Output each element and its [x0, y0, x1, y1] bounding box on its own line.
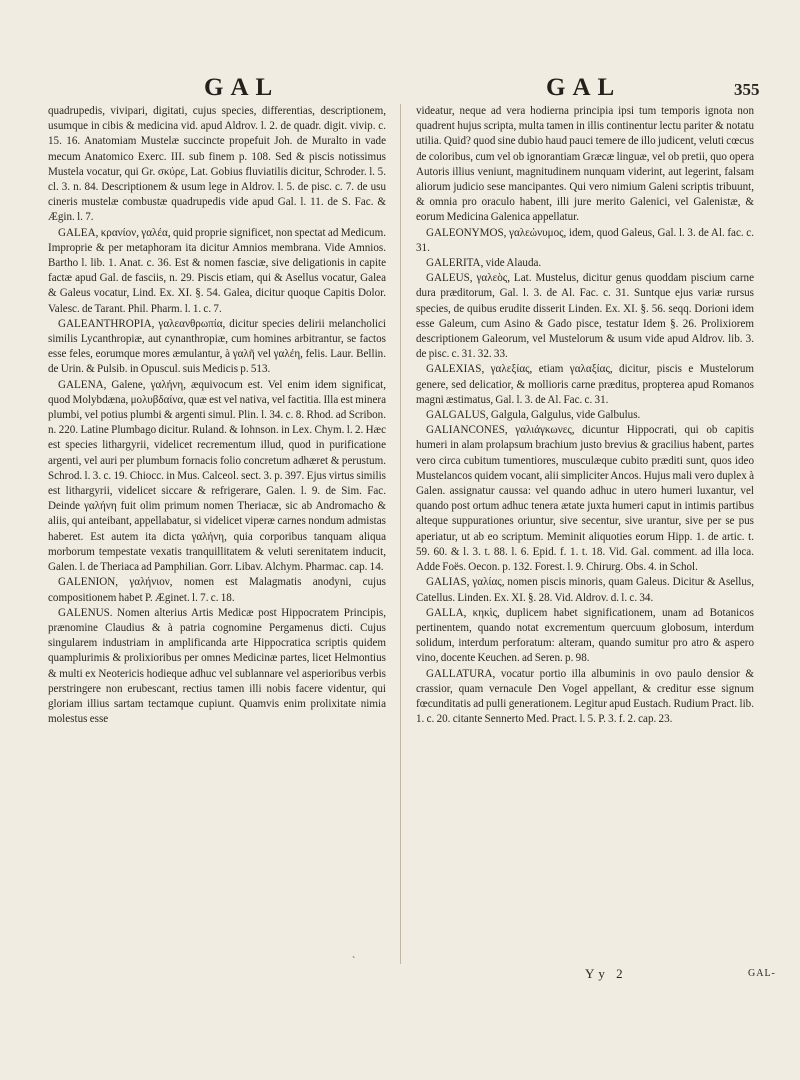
paragraph: GALIAS, γαλίας, nomen piscis minoris, quam Galeus. Dicitur & Asellus, Catellus. Linden. Ex. XI. §. 28. Vid. Aldrov. d. l. c. 34. [416, 576, 754, 604]
paragraph: GALENUS. Nomen alterius Artis Medicæ post Hippocratem Principis, prænomine Claudius & à patria cognomine Pergamenus dicti. Cujus singularem industriam in amplificanda arte Hippocratica scriptis quidem quamplurimis & prolixioribus per omnes Medicinæ partes, licet Helmontius & multi ex Neotericis hodieque adhuc vel sublannare vel asperioribus verbis perstringere non erubescant, rectius tamen illi nobis facere videntur, qui gloriam illius sartam tectamque cupiunt. Quamvis enim prolixitate nimia molestus esse [48, 606, 386, 726]
catchword: GAL- [748, 968, 776, 979]
paragraph: GALIANCONES, γαλιάγκωνες, dicuntur Hippocrati, qui ob capitis humeri in alam prolapsum brachium justo brevius & gracilius habent, partes vero circa cubitum tumentiores, musculæque cubito præditi sunt, quos ideo Mustelancos quidem vocant, alii simpliciter Ancos. Hujus mali vero duplex à Galen. assignatur caussa: vel quando adhuc in utero humeri luxantur, vel quando post ortum adhuc tenera ætate juxta humeri caput in intimis partibus alteque suppurationes oriuntur, sive secentur, sive urantur, sive per se pus aperiatur, ut ab eo scriptum. Meminit aliquoties eorum Hipp. 1. de artic. t. 59. 60. & l. 3. t. 88. l. 6. Epid. f. 1. t. 18. Vid. Gal. comment. ad illa loca. Adde Foës. Oecon. p. 132. Forest. l. 9. Chirurg. Obs. 4. in Schol. [416, 424, 754, 574]
page-number: 355 [734, 80, 760, 99]
right-column [416, 104, 754, 727]
left-column [48, 104, 386, 727]
paragraph: quadrupedis, vivipari, digitati, cujus species, differentias, descriptionem, usumque in cibis & medicina vid. apud Aldrov. l. 2. de quadr. digit. vivip. c. 15. 16. Anatomiam Mustelæ succincte propefuit Joh. de Muralto in vade mecum Anatomico Exerc. III. sub finem p. 108. Sed & piscis notissimus Mustela vocatur, qui Gr. σκύρε, Lat. Gobius fluviatilis dicitur, Schroder. l. 5. cl. 3. n. 84. Descriptionem & usum lege in Aldrov. l. 5. de pisc. c. 7. de usu cineris mustelæ combustæ quadrupedis vide apud Gal. l. 11. de S. Fac. & Ægin. l. 7. [48, 105, 386, 224]
paragraph: GALLA, κηκὶς, duplicem habet significationem, unam ad Botanicos pertinentem, quando notat excrementum quercuum globosum, interdum solidum, interdum perforatum: alteram, quando sumitur pro atro & aspero vino, docente Keuchen. ad Seren. p. 98. [416, 606, 754, 665]
column-divider [400, 104, 401, 964]
paragraph: GALEUS, γαλεὸς, Lat. Mustelus, dicitur genus quoddam piscium carne dura præditorum, Gal. l. 3. de Al. Fac. c. 31. Suntque ejus variæ rursus species, de quibus erudite disserit Linden. Ex. XI. §. 56. seqq. Dorioni idem esse Galeum, cum Asino & Gado pisce, testatur Idem §. 26. Prolixiorem descriptionem Galeorum, vel Mustelorum & usum vide apud Aldrov. lib. 3. de pisc. c. 31. 32. 33. [416, 272, 754, 361]
paragraph: GALEA, κρανίον, γαλέα, quid proprie significet, non spectat ad Medicum. Improprie & per metaphoram ita dicitur Amnios membrana. Vide Amnios. Bartho l. lib. 1. Anat. c. 36. Est & nomen fasciæ, sive deligationis in capite factæ apud Gal. de fasciis, n. 29. Piscis etiam, qui & Asellus vocatur, Galea & Galeus vocatur, Lind. Ex. XI. §. 54. Galea, dicitur quoque Capitis Dolor. Valesc. de Tarant. Phil. Pharm. l. 1. c. 7. [48, 226, 386, 315]
paragraph: GALENION, γαλήνιον, nomen est Malagmatis anodyni, cujus compositionem habet P. Æginet. l. 7. c. 18. [48, 576, 386, 604]
paragraph: GALGALUS, Galgula, Galgulus, vide Galbulus. [426, 409, 641, 422]
paragraph: GALLATURA, vocatur portio illa albuminis in ovo paulo densior & crassior, quam vernacule Den Vogel appellant, & creditur esse signum fœcunditatis ad pulli generationem. Legitur apud Eustach. Rudium Pract. lib. 1. c. 20. citante Sennerto Med. Pract. l. 5. P. 3. f. 2. cap. 23. [416, 667, 754, 726]
paragraph: GALEANTHROPIA, γαλεανθρωπία, dicitur species delirii melancholici similis Lycanthropiæ, aut cynanthropiæ, cum homines arbitrantur, se factos esse feles, eorumque mores æmulantur, à γαλῆ vel γαλέη, felis. Laur. Bellin. de Urin. & Pulsib. in Opuscul. suis Medicis p. 513. [48, 317, 386, 376]
paragraph: GALENA, Galene, γαλήνη, æquivocum est. Vel enim idem significat, quod Molybdæna, μολυβδαίνα, quæ est vel nativa, vel factitia. Illa est minera plumbi, vel potius plumbi & argenti simul. Plin. l. 34. c. 8. Rhod. ad Scribon. n. 220. Latine Plumbago dicitur. Ruland. & Iohnson. in Lex. Chym. l. 2. Hæc est species lithargyrii, videlicet recrementum illud, quod in purificatione argenti, vel auri per plumbum fornacis folio concretum adhæret & perustum. Schrod. l. 3. c. 19. Chiocc. in Mus. Calceol. sect. 3. p. 397. Ejus virtus similis est lithargyrii, videlicet siccare & refrigerare, Galen. l. 9. de Sim. Fac. Deinde γαλήνη fuit olim primum nomen Theriacæ, sic ab Andromacho & aliis, qui anteibant, appellabatur, si videlicet viperæ carnes nondum admistas haberet. Est autem ita dicta γαλήνη, quia corporibus tanquam aliqua morborum tempestate vexatis tranquillitatem & veluti serenitatem inducit, Galen. l. de Theriaca ad Pamphilian. Gorr. Libav. Alchym. Pharmac. cap. 14. [48, 378, 386, 574]
paragraph: GALEONYMOS, γαλεώνυμος, idem, quod Galeus, Gal. l. 3. de Al. fac. c. 31. [416, 226, 754, 254]
press-mark: ` [352, 956, 356, 967]
paragraph: videatur, neque ad vera hodierna principia ipsi tum temporis ignota non quadrent hujus scripta, multa tamen in illis continentur lectu pariter & notatu utilia. Quid? quod sine dubio haud pauci temere de illo judicent, veluti cœcus de coloribus, cum vel ob ignorantiam Græcæ linguæ, vel ob pretii, quo opera Autoris illius veniunt, magnitudinem nunquam viderint, aut legerint, falsam aliorum judicio sese mancipantes. Qui vero nimium Galeni scriptis tribuunt, & omnia pro oraculo habent, illi jure merito Galenici, vel Galenistæ, & eorum Medicina Galenica appellatur. [416, 105, 754, 224]
paragraph: GALEXIAS, γαλεξίας, etiam γαλαξίας, dicitur, piscis e Mustelorum genere, sed delicatior, & mollioris carne præditus, propterea apud Romanos magni æstimatus, Gal. l. 3. de Al. Fac. c. 31. [416, 363, 754, 406]
running-head-right: GAL [546, 74, 622, 101]
signature-mark: Yy 2 [585, 966, 627, 981]
running-head-left: GAL [204, 74, 280, 101]
paragraph: GALERITA, vide Alauda. [426, 257, 542, 270]
